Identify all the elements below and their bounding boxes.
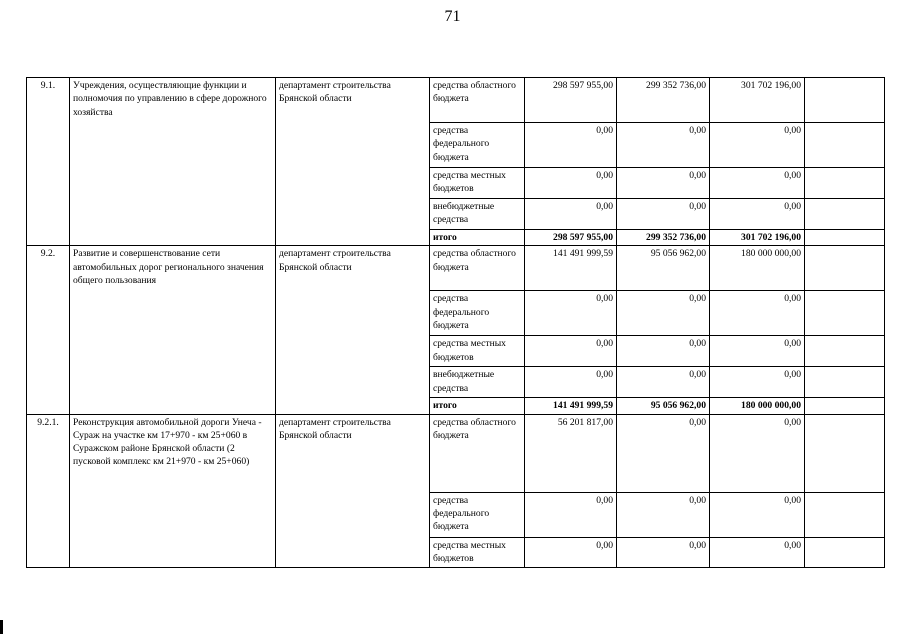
value-cell: 0,00 [617, 414, 710, 492]
value-cell [805, 291, 885, 336]
table-row [27, 246, 885, 291]
source-label: средства местных бюджетов [430, 537, 525, 567]
value-cell: 0,00 [710, 123, 805, 168]
value-cell [805, 398, 885, 414]
source-label: итого [430, 398, 525, 414]
row-code: 9.2.1. [27, 414, 70, 567]
row-code: 9.1. [27, 78, 70, 246]
value-cell: 0,00 [710, 537, 805, 567]
value-cell: 0,00 [525, 168, 617, 199]
row-code: 9.2. [27, 246, 70, 414]
value-cell: 0,00 [617, 123, 710, 168]
row-executor: департамент строительства Брянской области [276, 414, 430, 567]
value-cell: 301 702 196,00 [710, 230, 805, 246]
budget-table [26, 77, 885, 568]
value-cell: 299 352 736,00 [617, 230, 710, 246]
source-label: внебюджетные средства [430, 199, 525, 230]
source-label: средства областного бюджета [430, 78, 525, 123]
value-cell: 0,00 [617, 336, 710, 367]
value-cell: 0,00 [617, 168, 710, 199]
source-label: средства местных бюджетов [430, 336, 525, 367]
table-row [27, 78, 885, 123]
value-cell: 0,00 [525, 537, 617, 567]
value-cell [805, 230, 885, 246]
value-cell: 0,00 [525, 199, 617, 230]
value-cell [805, 168, 885, 199]
source-label: средства федерального бюджета [430, 291, 525, 336]
value-cell: 180 000 000,00 [710, 246, 805, 291]
row-executor: департамент строительства Брянской области [276, 78, 430, 246]
source-label: средства областного бюджета [430, 246, 525, 291]
value-cell: 0,00 [710, 367, 805, 398]
source-label: итого [430, 230, 525, 246]
value-cell: 56 201 817,00 [525, 414, 617, 492]
value-cell [805, 199, 885, 230]
value-cell: 180 000 000,00 [710, 398, 805, 414]
value-cell: 0,00 [525, 492, 617, 537]
value-cell: 0,00 [710, 336, 805, 367]
page-number: 71 [444, 8, 461, 25]
value-cell: 0,00 [710, 492, 805, 537]
source-label: средства федерального бюджета [430, 492, 525, 537]
value-cell: 301 702 196,00 [710, 78, 805, 123]
value-cell: 95 056 962,00 [617, 246, 710, 291]
value-cell: 0,00 [617, 537, 710, 567]
source-label: средства областного бюджета [430, 414, 525, 492]
value-cell [805, 246, 885, 291]
source-label: средства местных бюджетов [430, 168, 525, 199]
value-cell [805, 414, 885, 492]
row-name: Развитие и совершенствование сети автомобильных дорог регионального значения общего пользования [70, 246, 276, 414]
value-cell: 95 056 962,00 [617, 398, 710, 414]
value-cell [805, 537, 885, 567]
value-cell: 0,00 [617, 199, 710, 230]
value-cell [805, 492, 885, 537]
value-cell: 0,00 [525, 367, 617, 398]
value-cell: 0,00 [710, 168, 805, 199]
row-executor: департамент строительства Брянской области [276, 246, 430, 414]
value-cell: 298 597 955,00 [525, 78, 617, 123]
value-cell [805, 123, 885, 168]
row-name: Учреждения, осуществляющие функции и полномочия по управлению в сфере дорожного хозяйства [70, 78, 276, 246]
value-cell: 141 491 999,59 [525, 398, 617, 414]
value-cell: 0,00 [525, 123, 617, 168]
value-cell [805, 336, 885, 367]
value-cell: 298 597 955,00 [525, 230, 617, 246]
value-cell: 0,00 [617, 367, 710, 398]
value-cell: 0,00 [710, 199, 805, 230]
table-row [27, 414, 885, 492]
value-cell: 0,00 [710, 414, 805, 492]
value-cell: 0,00 [525, 291, 617, 336]
value-cell: 0,00 [525, 336, 617, 367]
value-cell: 299 352 736,00 [617, 78, 710, 123]
row-name: Реконструкция автомобильной дороги Унеча - Сураж на участке км 17+970 - км 25+060 в Суражском районе Брянской области (2 пусковой комплекс км 21+970 - км 25+060) [70, 414, 276, 567]
value-cell: 0,00 [710, 291, 805, 336]
value-cell: 141 491 999,59 [525, 246, 617, 291]
value-cell: 0,00 [617, 492, 710, 537]
source-label: средства федерального бюджета [430, 123, 525, 168]
value-cell [805, 78, 885, 123]
value-cell: 0,00 [617, 291, 710, 336]
scan-margin-mark [0, 620, 3, 634]
value-cell [805, 367, 885, 398]
source-label: внебюджетные средства [430, 367, 525, 398]
